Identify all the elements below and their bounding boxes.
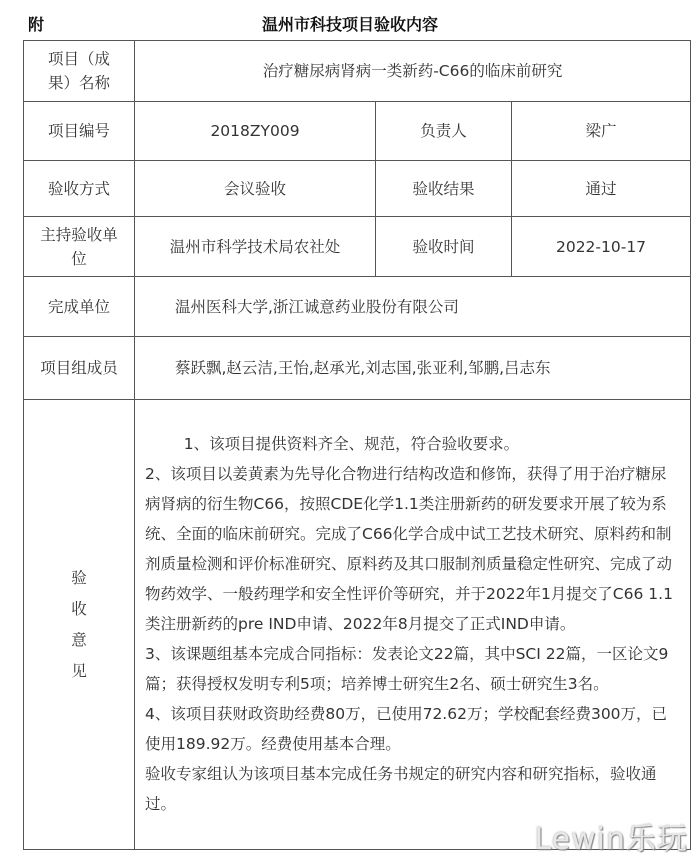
opinion-paragraph: 1、该项目提供资料齐全、规范，符合验收要求。 [183, 434, 520, 453]
opinion-label-char: 验 [71, 568, 87, 587]
table-row [24, 400, 691, 850]
acceptance-method-value: 会议验收 [135, 161, 376, 217]
table-row [24, 337, 691, 400]
table-row [24, 102, 691, 161]
project-number-label: 项目编号 [24, 102, 135, 161]
opinion-paragraph: 验收专家组认为该项目基本完成任务书规定的研究内容和研究指标，验收通过。 [145, 764, 657, 813]
project-name-label: 项目（成果）名称 [24, 41, 135, 102]
attachment-label: 附 [28, 15, 45, 34]
team-members-label: 项目组成员 [24, 337, 135, 400]
opinion-label-char: 见 [71, 661, 87, 680]
project-number-value: 2018ZY009 [135, 102, 376, 161]
watermark-logo: Lewin乐玩 [534, 822, 688, 857]
opinion-label [24, 400, 135, 850]
opinion-content [135, 400, 691, 850]
completion-unit-label: 完成单位 [24, 277, 135, 337]
acceptance-method-label: 验收方式 [24, 161, 135, 217]
leader-value: 梁广 [512, 102, 691, 161]
acceptance-table [23, 40, 691, 850]
opinion-paragraph: 2、该项目以姜黄素为先导化合物进行结构改造和修饰，获得了用于治疗糖尿病肾病的衍生物C66，按照CDE化学1.1类注册新药的研发要求开展了较为系统、全面的临床前研究。完成了C66化学合成中试工艺技术研究、原料药和制剂质量检测和评价标准研究、原料药及其口服制剂质量稳定性研究、完成了动物药效学、一般药理学和安全性评价等研究，并于2022年1月提交了C66 1.1类注册新药的pre IND申请、2022年8月提交了正式IND申请。 [145, 464, 673, 633]
host-unit-value: 温州市科学技术局农社处 [135, 217, 376, 277]
table-row [24, 161, 691, 217]
host-unit-label: 主持验收单位 [24, 217, 135, 277]
acceptance-time-value: 2022-10-17 [512, 217, 691, 277]
acceptance-result-label: 验收结果 [376, 161, 512, 217]
team-members-value: 蔡跃飘,赵云洁,王怡,赵承光,刘志国,张亚利,邹鹏,吕志东 [135, 337, 691, 400]
completion-unit-value: 温州医科大学,浙江诚意药业股份有限公司 [135, 277, 691, 337]
table-row [24, 277, 691, 337]
page-title: 温州市科技项目验收内容 [261, 15, 438, 34]
project-name-value: 治疗糖尿病肾病一类新药-C66的临床前研究 [135, 41, 691, 102]
acceptance-time-label: 验收时间 [376, 217, 512, 277]
opinion-paragraph: 4、该项目获财政资助经费80万，已使用72.62万；学校配套经费300万，已使用189.92万。经费使用基本合理。 [145, 704, 668, 753]
table-row [24, 217, 691, 277]
leader-label: 负责人 [376, 102, 512, 161]
opinion-label-char: 收 [71, 599, 87, 618]
document-header [0, 0, 700, 40]
opinion-paragraph: 3、该课题组基本完成合同指标：发表论文22篇，其中SCI 22篇，一区论文9篇；获得授权发明专利5项；培养博士研究生2名、硕士研究生3名。 [145, 644, 669, 693]
opinion-label-char: 意 [71, 630, 87, 649]
table-row [24, 41, 691, 102]
acceptance-result-value: 通过 [512, 161, 691, 217]
